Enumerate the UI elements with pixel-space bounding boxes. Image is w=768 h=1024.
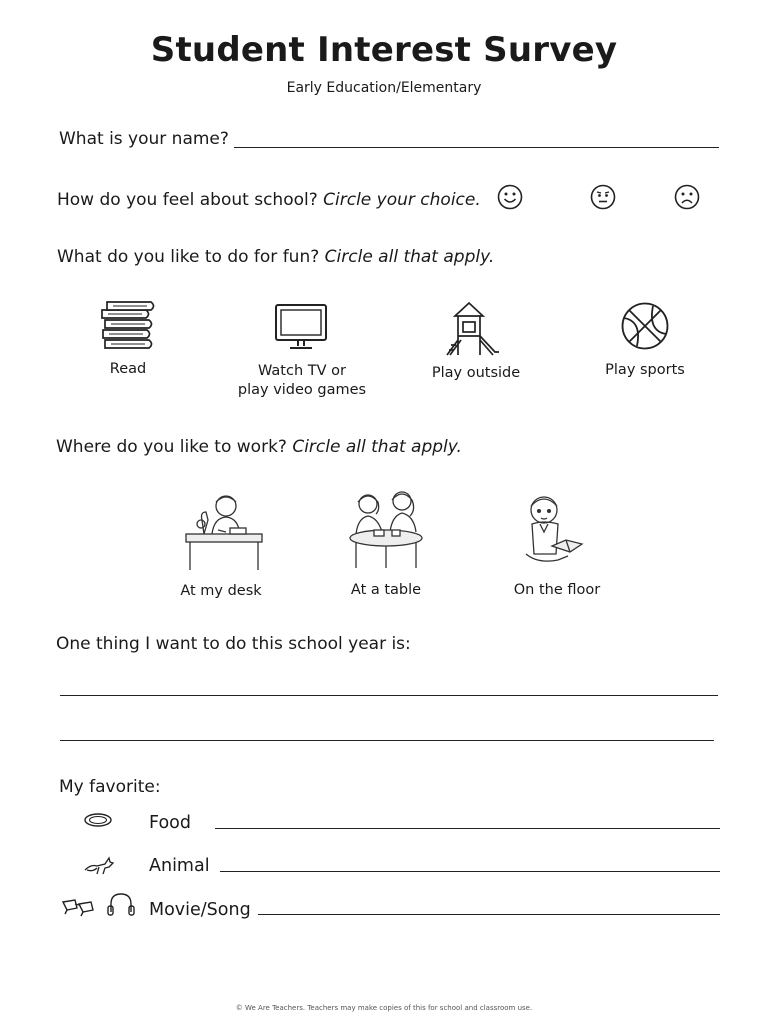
fun-question-text: What do you like to do for fun? — [57, 247, 320, 267]
favorite-movie-line[interactable] — [258, 914, 720, 915]
neutral-face-icon[interactable] — [590, 184, 616, 210]
favorite-movie-label: Movie/Song — [149, 900, 251, 920]
copyright-footer: © We Are Teachers. Teachers may make copies of this for school and classroom use. — [235, 1004, 533, 1012]
fun-option-label: Play outside — [431, 365, 521, 381]
fun-option-label: Watch TV or — [258, 363, 346, 379]
happy-face-icon[interactable] — [497, 184, 523, 210]
glasses-headphones-icon — [61, 892, 137, 920]
fun-question — [57, 247, 494, 267]
work-question-text: Where do you like to work? — [56, 437, 287, 457]
name-question: What is your name? — [59, 129, 229, 149]
survey-title: Student Interest Survey — [150, 30, 618, 70]
fun-option-sports — [585, 361, 705, 380]
favorite-food-label: Food — [149, 813, 191, 833]
students-at-table-icon[interactable] — [346, 488, 426, 570]
fun-option-label: Play sports — [605, 362, 685, 378]
fun-option-outside — [416, 364, 536, 383]
feel-question-hint: Circle your choice. — [323, 190, 481, 210]
goal-question: One thing I want to do this school year is: — [56, 634, 411, 654]
fun-option-label: Read — [109, 361, 147, 377]
fun-option-read — [68, 360, 188, 379]
books-icon[interactable] — [99, 300, 157, 352]
plate-icon — [83, 812, 113, 828]
favorite-animal-label: Animal — [149, 856, 210, 876]
survey-subtitle: Early Education/Elementary — [286, 80, 482, 96]
fox-icon — [83, 854, 115, 876]
student-on-floor-icon[interactable] — [518, 490, 588, 570]
basketball-icon[interactable] — [620, 301, 670, 351]
fun-option-label-line2: play video games — [237, 382, 367, 398]
fun-option-tv — [227, 362, 377, 400]
favorite-heading: My favorite: — [59, 777, 161, 797]
favorite-animal-line[interactable] — [220, 871, 720, 872]
feel-question-text: How do you feel about school? — [57, 190, 318, 210]
tv-icon[interactable] — [274, 303, 328, 351]
favorite-food-line[interactable] — [215, 828, 720, 829]
feel-question — [57, 190, 481, 210]
work-option-floor: On the floor — [513, 582, 601, 598]
student-at-desk-icon[interactable] — [182, 490, 266, 572]
work-option-desk: At my desk — [180, 583, 262, 599]
goal-answer-line-2[interactable] — [60, 740, 714, 741]
name-answer-line[interactable] — [234, 147, 719, 148]
work-question — [56, 437, 462, 457]
work-question-hint: Circle all that apply. — [292, 437, 462, 457]
fun-question-hint: Circle all that apply. — [324, 247, 495, 267]
sad-face-icon[interactable] — [674, 184, 700, 210]
playground-icon[interactable] — [443, 300, 501, 356]
goal-answer-line-1[interactable] — [60, 695, 718, 696]
work-option-table: At a table — [350, 582, 422, 598]
